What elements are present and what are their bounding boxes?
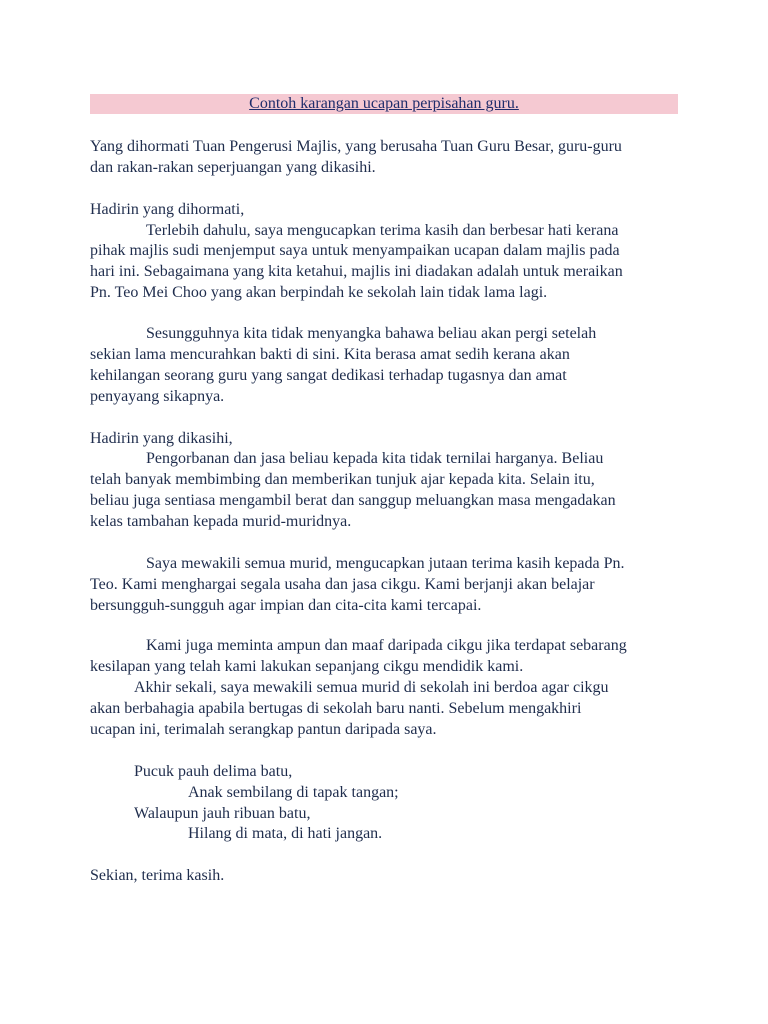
paragraph-line: Hadirin yang dikasihi, [90,430,233,447]
paragraph-line: bersungguh-sungguh agar impian dan cita-cita kami tercapai. [90,597,482,614]
paragraph-line: kehilangan seorang guru yang sangat dedikasi terhadap tugasnya dan amat [90,367,567,384]
pantun-line: Hilang di mata, di hati jangan. [188,825,383,842]
paragraph-line: kesilapan yang telah kami lakukan sepanjang cikgu mendidik kami. [90,658,524,675]
paragraph-line: Hadirin yang dihormati, [90,201,245,218]
paragraph-line: Sesungguhnya kita tidak menyangka bahawa beliau akan pergi setelah [146,325,597,342]
pantun-line: Anak sembilang di tapak tangan; [188,784,399,801]
paragraph-line: sekian lama mencurahkan bakti di sini. Kita berasa amat sedih kerana akan [90,346,570,363]
paragraph-line: dan rakan-rakan seperjuangan yang dikasihi. [90,159,376,176]
paragraph-line: akan berbahagia apabila bertugas di sekolah baru nanti. Sebelum mengakhiri [90,700,582,717]
document-title: Contoh karangan ucapan perpisahan guru. [249,95,519,112]
paragraph-line: Kami juga meminta ampun dan maaf daripada cikgu jika terdapat sebarang [146,637,627,654]
paragraph-line: Saya mewakili semua murid, mengucapkan jutaan terima kasih kepada Pn. [146,555,625,572]
pantun-line: Walaupun jauh ribuan batu, [134,805,311,822]
paragraph-line: hari ini. Sebagaimana yang kita ketahui, majlis ini diadakan adalah untuk meraikan [90,263,623,280]
paragraph-line: pihak majlis sudi menjemput saya untuk menyampaikan ucapan dalam majlis pada [90,242,620,259]
paragraph-line: Yang dihormati Tuan Pengerusi Majlis, yang berusaha Tuan Guru Besar, guru-guru [90,138,622,155]
paragraph-line: Pengorbanan dan jasa beliau kepada kita tidak ternilai harganya. Beliau [146,450,604,467]
paragraph-line: Teo. Kami menghargai segala usaha dan jasa cikgu. Kami berjanji akan belajar [90,576,595,593]
paragraph-line: penyayang sikapnya. [90,388,225,405]
closing-line: Sekian, terima kasih. [90,867,225,884]
paragraph-line: ucapan ini, terimalah serangkap pantun daripada saya. [90,721,437,738]
paragraph-line: telah banyak membimbing dan memberikan tunjuk ajar kepada kita. Selain itu, [90,471,595,488]
paragraph-line: beliau juga sentiasa mengambil berat dan sanggup meluangkan masa mengadakan [90,492,616,509]
paragraph-line: kelas tambahan kepada murid-muridnya. [90,513,352,530]
paragraph-line: Terlebih dahulu, saya mengucapkan terima kasih dan berbesar hati kerana [146,222,619,239]
paragraph-line: Pn. Teo Mei Choo yang akan berpindah ke sekolah lain tidak lama lagi. [90,284,548,301]
pantun-line: Pucuk pauh delima batu, [134,763,293,780]
paragraph-line: Akhir sekali, saya mewakili semua murid di sekolah ini berdoa agar cikgu [134,679,609,696]
